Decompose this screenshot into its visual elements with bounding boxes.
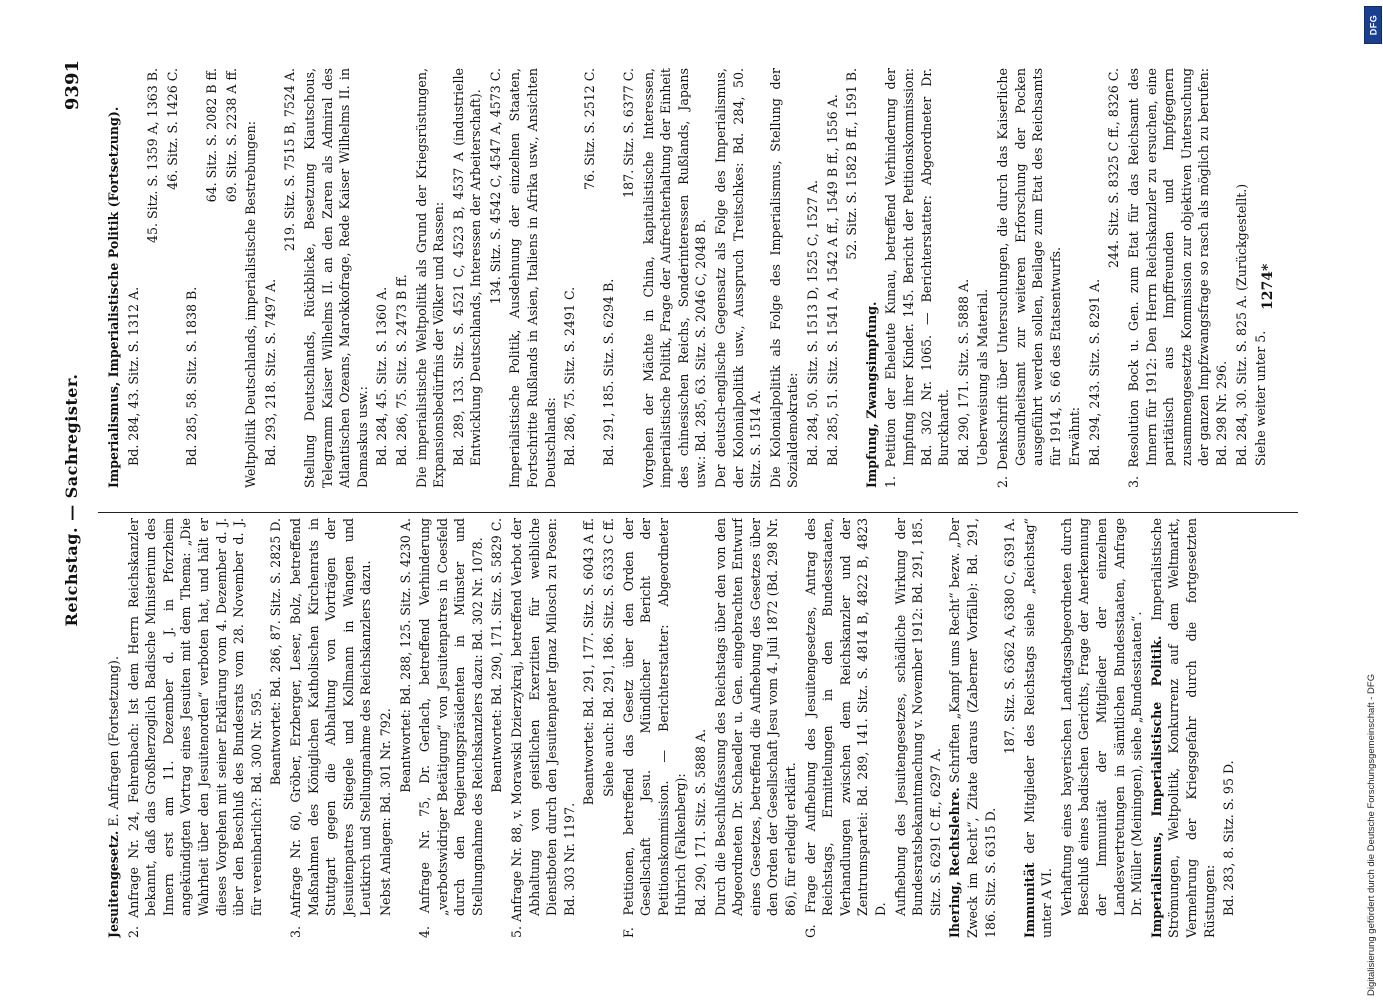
- entry-text: Aufhebung des Jesuitengesetzes, schädliche Wirkung der Bundesratsbekanntmachung v. November 1912: Bd. 291, 185. Sitz. S. 6291 C ff., 6297 A.: [892, 518, 943, 916]
- entry-item: F. Petitionen, betreffend das Gesetz über den Orden der Gesellschaft Jesu. Mündlicher Bericht der Petitionskommission. — Berichterstatter: Abgeordneter Hubrich (Falkenberg):: [620, 518, 689, 938]
- entry-reference: Bd. 294, 243. Sitz. S. 8291 A.: [1086, 278, 1102, 466]
- entry-reference: 69. Sitz. S. 2238 A ff.: [223, 68, 239, 203]
- entry-reference: Bd. 289, 133. Sitz. S. 4521 C, 4523 B, 4537 A (industrielle Entwicklung Deutschlands, Interessen der Arbeiterschaft).: [450, 68, 484, 466]
- entry-item: 3. Anfrage Nr. 60, Gröber, Erzberger, Leser, Bolz, betreffend Maßnahmen des Königlichen Katholischen Kirchenrats in Stuttgart gegen die Abhaltung von Vorträgen der Jesuitenpatres Stiegele und Kollmann in Wangen und Leutkirch und Stellungnahme des Reichskanzlers dazu.: [287, 518, 374, 938]
- entry-reference: Siehe auch: Bd. 291, 186. Sitz. S. 6333 C ff.: [601, 518, 617, 797]
- entry-item: 2. Denkschrift über Untersuchungen, die durch das Kaiserliche Gesundheitsamt zur weiteren Erforschung der Pocken ausgeführt werden sollen, Beilage zum Etat des Reichsamts für 1914, S. 66 des Etatsentwurfs.: [994, 68, 1063, 488]
- entry-item: G. Frage der Aufhebung des Jesuitengesetzes, Antrag des Reichstags, Ermittelungen in den Bundesstaaten, Verhandlungen zwischen dem Reichskanzler und der Zentrumspartei: Bd. 289, 141. Sitz. S. 4814 B, 4822 B, 4823 D.: [802, 518, 888, 938]
- entry-text: Vorgehen der Mächte in China, kapitalistische Interessen, imperialistische Politik, Frage der Aufrechterhaltung der Einheit des chinesischen Reichs, Sonderinteressen Rußlands, Japans usw.: Bd. 285, 63. Sitz. S. 2046 C, 2048 B.: [640, 68, 709, 488]
- entry-reference: Beantwortet: Bd. 286, 87. Sitz. S. 2825 D.: [268, 518, 284, 786]
- entry-text: Imperialistische Politik, Ausdehnung der einzelnen Staaten, Fortschritte Rußlands in Asien, Italiens in Afrika usw., Ansichten Deutschlands:: [507, 68, 558, 488]
- entry-item: 4. Anfrage Nr. 75, Dr. Gerlach, betreffend Verhinderung „verbotswidriger Betätigung“ von Jesuitenpatres in Coesfeld durch den Regierungspräsidenten in Münster und Stellungnahme des Reichskanzlers dazu: Bd. 302 Nr. 1078.: [417, 518, 485, 938]
- entry-text: Erwähnt:: [1067, 406, 1083, 466]
- entry-reference: Beantwortet: Bd. 291, 177. Sitz. S. 6043 A ff.: [581, 518, 597, 806]
- running-title: Reichstag. — Sachregister.: [62, 373, 81, 627]
- entry-reference: Bd. 284, 43. Sitz. S. 1312 A.: [125, 286, 141, 466]
- entry-reference: 76. Sitz. S. 2512 C.: [581, 68, 597, 190]
- entry-reference: 46. Sitz. S. 1426 C.: [164, 68, 180, 190]
- entry-text: Die Kolonialpolitik als Folge des Imperialismus, Stellung der Sozialdemokratie:: [767, 68, 801, 488]
- entry-text: Der deutsch-englische Gegensatz als Folge des Imperialismus, der Kolonialpolitik usw., Ausspruch Treitschkes: Bd. 284, 50. Sitz. S. 1514 A.: [713, 68, 764, 488]
- entry-reference: Bd. 284, 30. Sitz. S. 825 A. (Zurückgestellt.): [1233, 183, 1249, 466]
- entry-text: Durch die Beschlußfassung des Reichstags über den von den Abgeordneten Dr. Schaedler u. Gen. eingebrachten Entwurf eines Gesetzes, betreffend die Aufhebung des Gesetzes über den Orden der Gesellschaft Jesu vom 4. Juli 1872 (Bd. 298 Nr. 86), für erledigt erklärt.: [712, 518, 798, 916]
- entry-text: Verhaftung eines bayerischen Landtagsabgeordneten durch Beschluß eines badischen Gerichts, Frage der Anerkennung der Immunität der Mitglieder der einzelnen Landesvertretungen in sämtlichen Bundesstaaten, Anfrage Dr. Müller (Meiningen), siehe „Bundesstaaten“.: [1058, 518, 1145, 916]
- entry-reference: Bd. 290, 171. Sitz. S. 5888 A.: [955, 278, 971, 466]
- entry-reference: Bd. 283, 8. Sitz. S. 95 D.: [1221, 760, 1237, 916]
- right-column: [105, 68, 1285, 488]
- entry-reference: Bd. 290, 171. Sitz. S. 5888 A.: [693, 728, 708, 916]
- dfg-logo: [1364, 6, 1382, 44]
- entry-reference: 244. Sitz. S. 8325 C ff., 8326 C.: [1106, 68, 1122, 269]
- entry-reference: Bd. 285, 58. Sitz. S. 1838 B.: [184, 286, 200, 466]
- entry-reference: Beantwortet: Bd. 288, 125. Sitz. S. 4230 A.: [397, 518, 413, 793]
- entry-item: 2. Anfrage Nr. 24, Fehrenbach: Ist dem Herrn Reichskanzler bekannt, daß das Großherzoglich Badische Ministerium des Innern erst am 11. Dezember d. J. in Pforzheim angekündigten Vortrag eines Jesuiten mit dem Thema: „Die Wahrheit über den Jesuitenorden“ verboten hat, und hält er dieses Vorgehen mit seiner Erklärung vom 4. Dezember d. J. über den Beschluß des Bundesrats vom 28. November d. J. für vereinbarlich?: Bd. 300 Nr. 595.: [125, 518, 264, 938]
- entry-heading: Immunität der Mitglieder des Reichstags siehe „Reichstag“ unter A VI.: [1021, 518, 1055, 938]
- entry-reference: Bd. 291, 185. Sitz. S. 6294 B.: [601, 278, 617, 466]
- page-number: 9391: [62, 60, 83, 111]
- entry-reference: 64. Sitz. S. 2082 B ff.: [203, 68, 219, 203]
- entry-reference: Nebst Anlagen: Bd. 301 Nr. 792.: [377, 708, 393, 916]
- entry-heading: Ihering, Rechtslehre. Schriften „Kampf ums Recht“ bezw. „Der Zweck im Recht“, Zitate daraus (Zaberner Vorfälle): Bd. 291, 186. Sitz. S. 6315 D.: [947, 518, 998, 938]
- entry-text: Stellung Deutschlands, Rückblicke, Besetzung Kiautschous, Telegramm Kaiser Wilhelms II. an den Zaren als Admiral des Atlantischen Ozeans, Marokkofrage, Rede Kaiser Wilhelms II. in Damaskus usw.:: [301, 68, 370, 488]
- column-divider: [98, 512, 1298, 513]
- entry-reference: Bd. 285, 51. Sitz. S. 1541 A, 1542 A ff., 1549 B ff., 1556 A.: [824, 94, 840, 466]
- entry-text: Ueberweisung als Material.: [975, 288, 991, 466]
- entry-text: Weltpolitik Deutschlands, imperialistische Bestrebungen:: [243, 121, 259, 488]
- entry-item: 5. Anfrage Nr. 88, v. Morawski Dzierzykraj, betreffend Verbot der Abhaltung von geistlichen Exerzitien für weibliche Dienstboten durch den Jesuitenpater Ignaz Milosch zu Posen: Bd. 303 Nr. 1197.: [509, 518, 577, 938]
- page-header: [62, 60, 92, 940]
- entry-reference: Bd. 284, 50. Sitz. S. 1513 D, 1525 C, 1527 A.: [804, 179, 820, 466]
- left-column: [105, 518, 1285, 938]
- digitization-credit: Digitalisierung gefördert durch die Deutsche Forschungsgemeinschaft - DFG: [1366, 673, 1377, 996]
- entry-item: 1. Petition der Eheleute Kunau, betreffend Verhinderung der Impfung ihrer Kinder. 145. Bericht der Petitionskommission: Bd. 302 Nr. 1065. — Berichterstatter: Abgeordneter Dr. Burckhardt.: [883, 68, 952, 488]
- entry-reference: 187. Sitz. S. 6362 A, 6380 C, 6391 A.: [1002, 518, 1018, 755]
- entry-heading: Imperialismus, Imperialistische Politik. Imperialistische Strömungen, Weltpolitik, Konkurrenz auf dem Weltmarkt, Vermehrung der Kriegsgefahr durch die fortgesetzten Rüstungen:: [1148, 518, 1217, 938]
- entry-heading: Imperialismus, Imperialistische Politik (Fortsetzung).: [106, 106, 121, 488]
- dfg-logo-text: DFG: [1368, 14, 1378, 36]
- entry-item: 3. Resolution Bock u. Gen. zum Etat für das Reichsamt des Innern für 1912: Den Herrn Reichskanzler zu ersuchen, eine paritätisch aus Impffreunden und Impfgegnern zusammengesetzte Kommission zur objektiven Untersuchung der ganzen Impfzwangsfrage so rasch als möglich zu berufen: Bd. 298 Nr. 296.: [1126, 68, 1230, 488]
- entry-heading: Impfung, Zwangsimpfung.: [863, 301, 879, 488]
- entry-reference: 52. Sitz. S. 1582 B ff., 1591 B.: [844, 68, 860, 260]
- entry-reference: 219. Sitz. S. 7515 B, 7524 A.: [282, 68, 298, 252]
- entry-heading: Jesuitengesetz. E. Anfragen (Fortsetzung).: [106, 656, 121, 938]
- entry-text: Die imperialistische Weltpolitik als Grund der Kriegsrüstungen, Expansionsbedürfnis der Völker und Rassen:: [413, 68, 447, 488]
- entry-reference: Bd. 286, 75. Sitz. S. 2473 B ff.: [393, 274, 409, 466]
- entry-reference: 45. Sitz. S. 1359 A, 1363 B.: [145, 68, 161, 244]
- entry-reference: Bd. 293, 218. Sitz. S. 7497 A.: [262, 278, 278, 466]
- entry-reference: Beantwortet: Bd. 290, 171. Sitz. S. 5829 C.: [489, 518, 505, 793]
- entry-reference: Bd. 286, 75. Sitz. S. 2491 C.: [562, 286, 578, 466]
- signature-mark: 1274*: [1260, 263, 1276, 310]
- entry-text: Siehe weiter unter 5.: [1253, 330, 1269, 466]
- entry-reference: 134. Sitz. S. 4542 C, 4547 A, 4573 C.: [487, 68, 503, 305]
- entry-reference: 187. Sitz. S. 6377 C.: [621, 68, 637, 198]
- entry-reference: Bd. 284, 45. Sitz. S. 1360 A.: [374, 286, 390, 466]
